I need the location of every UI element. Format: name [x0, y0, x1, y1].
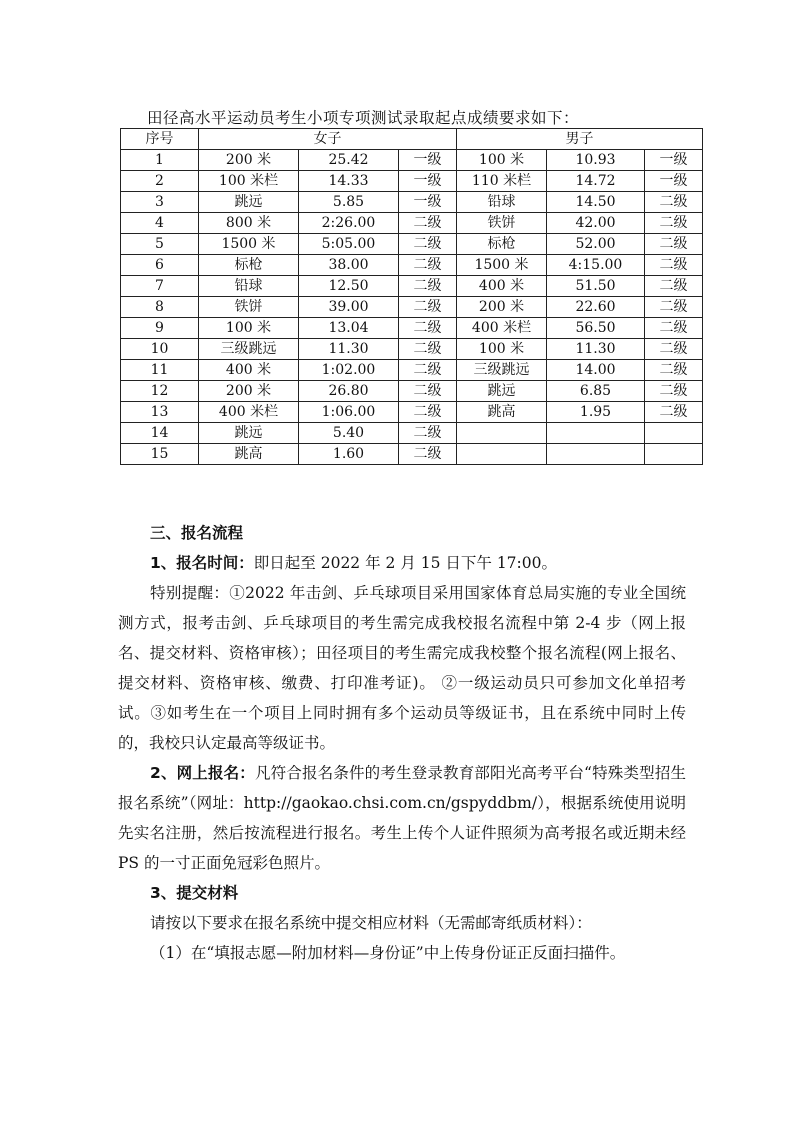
- table-row: [121, 381, 703, 402]
- female-level-cell: 二级: [399, 234, 457, 255]
- male-level-cell: 二级: [645, 297, 703, 318]
- male-level-cell: 二级: [645, 402, 703, 423]
- female-level-cell: 二级: [399, 276, 457, 297]
- male-score-cell: 52.00: [547, 234, 645, 255]
- male-event-cell: 100 米: [457, 150, 547, 171]
- row-no-cell: 14: [121, 423, 199, 444]
- table-caption: 田径高水平运动员考生小项专项测试录取起点成绩要求如下：: [147, 109, 580, 127]
- male-event-cell: 跳远: [457, 381, 547, 402]
- table-row: [121, 150, 703, 171]
- row-no-cell: 4: [121, 213, 199, 234]
- female-level-cell: 二级: [399, 402, 457, 423]
- male-level-cell: 二级: [645, 276, 703, 297]
- male-level-cell: 二级: [645, 255, 703, 276]
- male-event-cell: 400 米栏: [457, 318, 547, 339]
- female-event-cell: 100 米: [199, 318, 299, 339]
- female-level-cell: 一级: [399, 150, 457, 171]
- female-score-cell: 5.40: [299, 423, 399, 444]
- female-event-cell: 三级跳远: [199, 339, 299, 360]
- female-event-cell: 跳远: [199, 192, 299, 213]
- female-score-cell: 2:26.00: [299, 213, 399, 234]
- female-event-cell: 跳远: [199, 423, 299, 444]
- female-event-cell: 400 米: [199, 360, 299, 381]
- female-score-cell: 25.42: [299, 150, 399, 171]
- female-level-cell: 一级: [399, 171, 457, 192]
- male-score-cell: 4:15.00: [547, 255, 645, 276]
- male-event-cell: 标枪: [457, 234, 547, 255]
- male-score-cell: [547, 423, 645, 444]
- female-level-cell: 二级: [399, 360, 457, 381]
- row-no-cell: 3: [121, 192, 199, 213]
- row-no-cell: 9: [121, 318, 199, 339]
- male-event-cell: 铅球: [457, 192, 547, 213]
- female-score-cell: 14.33: [299, 171, 399, 192]
- female-score-cell: 5.85: [299, 192, 399, 213]
- table-row: [121, 318, 703, 339]
- materials-item-1: （1）在“填报志愿—附加材料—身份证”中上传身份证正反面扫描件。: [150, 944, 626, 962]
- male-event-cell: 110 米栏: [457, 171, 547, 192]
- registration-time-paragraph: [118, 548, 686, 578]
- row-no-cell: 5: [121, 234, 199, 255]
- online-registration-label: 2、网上报名：: [150, 764, 255, 782]
- male-level-cell: 一级: [645, 150, 703, 171]
- row-no-cell: 11: [121, 360, 199, 381]
- male-level-cell: 二级: [645, 360, 703, 381]
- row-no-cell: 6: [121, 255, 199, 276]
- male-score-cell: 1.95: [547, 402, 645, 423]
- table-row: [121, 360, 703, 381]
- male-event-cell: 三级跳远: [457, 360, 547, 381]
- female-score-cell: 13.04: [299, 318, 399, 339]
- male-score-cell: [547, 444, 645, 465]
- table-row: [121, 234, 703, 255]
- table-row: [121, 423, 703, 444]
- female-score-cell: 11.30: [299, 339, 399, 360]
- female-score-cell: 1:02.00: [299, 360, 399, 381]
- female-level-cell: 二级: [399, 297, 457, 318]
- table-body: [121, 150, 703, 465]
- male-level-cell: 一级: [645, 171, 703, 192]
- male-level-cell: 二级: [645, 318, 703, 339]
- header-male: 男子: [457, 129, 703, 150]
- materials-heading: 3、提交材料: [150, 884, 239, 902]
- row-no-cell: 13: [121, 402, 199, 423]
- male-event-cell: [457, 423, 547, 444]
- online-registration-text: 凡符合报名条件的考生登录教育部阳光高考平台“特殊类型招生报名系统”（网址：http://gaokao.chsi.com.cn/gspyddbm/），根据系统使用说明先实名注册，然后按流程进行报名。考生上传个人证件照须为高考报名或近期未经 PS 的一寸正面免冠彩色照片。: [118, 764, 686, 872]
- female-score-cell: 1:06.00: [299, 402, 399, 423]
- female-score-cell: 38.00: [299, 255, 399, 276]
- table-row: [121, 402, 703, 423]
- male-score-cell: 14.72: [547, 171, 645, 192]
- female-level-cell: 二级: [399, 381, 457, 402]
- female-event-cell: 铁饼: [199, 297, 299, 318]
- male-score-cell: 22.60: [547, 297, 645, 318]
- row-no-cell: 15: [121, 444, 199, 465]
- female-event-cell: 铅球: [199, 276, 299, 297]
- table-row: [121, 171, 703, 192]
- table-row: [121, 444, 703, 465]
- female-event-cell: 400 米栏: [199, 402, 299, 423]
- female-event-cell: 标枪: [199, 255, 299, 276]
- male-level-cell: [645, 444, 703, 465]
- female-level-cell: 二级: [399, 213, 457, 234]
- male-event-cell: 1500 米: [457, 255, 547, 276]
- registration-section: [118, 518, 686, 968]
- table-row: [121, 213, 703, 234]
- male-score-cell: 51.50: [547, 276, 645, 297]
- section-heading: 三、报名流程: [150, 524, 244, 542]
- table-row: [121, 192, 703, 213]
- female-event-cell: 1500 米: [199, 234, 299, 255]
- table-row: [121, 276, 703, 297]
- male-level-cell: 二级: [645, 213, 703, 234]
- header-female: 女子: [199, 129, 457, 150]
- female-event-cell: 200 米: [199, 381, 299, 402]
- male-level-cell: 二级: [645, 339, 703, 360]
- female-event-cell: 200 米: [199, 150, 299, 171]
- row-no-cell: 12: [121, 381, 199, 402]
- table-row: [121, 297, 703, 318]
- female-level-cell: 二级: [399, 255, 457, 276]
- row-no-cell: 8: [121, 297, 199, 318]
- female-level-cell: 二级: [399, 339, 457, 360]
- male-score-cell: 14.50: [547, 192, 645, 213]
- female-level-cell: 二级: [399, 423, 457, 444]
- female-score-cell: 26.80: [299, 381, 399, 402]
- male-level-cell: 二级: [645, 192, 703, 213]
- score-requirements-table: [120, 128, 703, 465]
- special-notice-paragraph: 特别提醒：①2022 年击剑、乒乓球项目采用国家体育总局实施的专业全国统测方式，报考击剑、乒乓球项目的考生需完成我校报名流程中第 2-4 步（网上报名、提交材料、资格审核）；田径项目的考生需完成我校整个报名流程(网上报名、提交材料、资格审核、缴费、打印准考证)。 ②一级运动员只可参加文化单招考试。③如考生在一个项目上同时拥有多个运动员等级证书，且在系统中同时上传的，我校只认定最高等级证书。: [118, 584, 686, 752]
- female-score-cell: 5:05.00: [299, 234, 399, 255]
- row-no-cell: 7: [121, 276, 199, 297]
- male-score-cell: 6.85: [547, 381, 645, 402]
- male-event-cell: 100 米: [457, 339, 547, 360]
- materials-intro: 请按以下要求在报名系统中提交相应材料（无需邮寄纸质材料）：: [150, 914, 592, 932]
- male-score-cell: 56.50: [547, 318, 645, 339]
- female-event-cell: 跳高: [199, 444, 299, 465]
- male-score-cell: 11.30: [547, 339, 645, 360]
- male-score-cell: 42.00: [547, 213, 645, 234]
- male-event-cell: 400 米: [457, 276, 547, 297]
- female-score-cell: 12.50: [299, 276, 399, 297]
- male-score-cell: 10.93: [547, 150, 645, 171]
- female-event-cell: 100 米栏: [199, 171, 299, 192]
- male-level-cell: 二级: [645, 381, 703, 402]
- row-no-cell: 2: [121, 171, 199, 192]
- header-no: 序号: [121, 129, 199, 150]
- female-level-cell: 二级: [399, 318, 457, 339]
- registration-time-text: 即日起至 2022 年 2 月 15 日下午 17:00。: [253, 554, 557, 572]
- table-row: [121, 255, 703, 276]
- male-event-cell: 铁饼: [457, 213, 547, 234]
- male-event-cell: [457, 444, 547, 465]
- male-level-cell: [645, 423, 703, 444]
- female-level-cell: 二级: [399, 444, 457, 465]
- row-no-cell: 1: [121, 150, 199, 171]
- male-event-cell: 200 米: [457, 297, 547, 318]
- registration-time-label: 1、报名时间：: [150, 554, 254, 572]
- row-no-cell: 10: [121, 339, 199, 360]
- female-level-cell: 一级: [399, 192, 457, 213]
- male-event-cell: 跳高: [457, 402, 547, 423]
- female-score-cell: 39.00: [299, 297, 399, 318]
- table-row: [121, 339, 703, 360]
- table-header-row: [121, 129, 703, 150]
- male-level-cell: 二级: [645, 234, 703, 255]
- female-score-cell: 1.60: [299, 444, 399, 465]
- male-score-cell: 14.00: [547, 360, 645, 381]
- female-event-cell: 800 米: [199, 213, 299, 234]
- online-registration-paragraph: [118, 758, 686, 878]
